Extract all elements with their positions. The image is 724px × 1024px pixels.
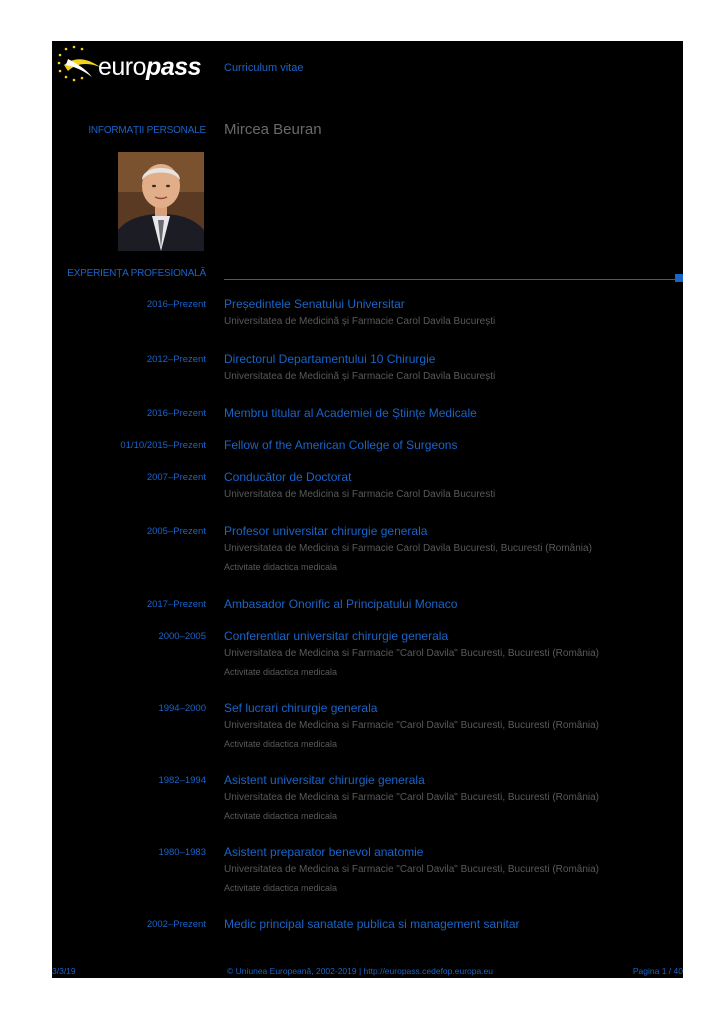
entry-title: Conducător de Doctorat xyxy=(224,470,352,484)
page-footer xyxy=(52,966,683,980)
document-title: Curriculum vitae xyxy=(224,62,304,74)
entry-title: Fellow of the American College of Surgeons xyxy=(224,438,458,452)
entry-organization: Universitatea de Medicina si Farmacie Carol Davila Bucuresti xyxy=(224,489,496,500)
europass-logo xyxy=(56,45,206,85)
entry-date: 2016–Prezent xyxy=(146,299,206,310)
entry-title: Ambasador Onorific al Principatului Monaco xyxy=(224,597,458,611)
entry-organization: Universitatea de Medicina si Farmacie "Carol Davila" Bucuresti, Bucuresti (România) xyxy=(224,648,600,659)
section-label-experience: EXPERIENȚA PROFESIONALĂ xyxy=(67,268,206,279)
entry-date: 2007–Prezent xyxy=(146,472,206,483)
entry-date: 2005–Prezent xyxy=(146,526,206,537)
entry-title: Președintele Senatului Universitar xyxy=(224,297,405,311)
entry-title: Directorul Departamentului 10 Chirurgie xyxy=(224,352,436,366)
entry-date: 1980–1983 xyxy=(158,847,206,858)
entry-date: 1994–2000 xyxy=(158,703,206,714)
entry-organization: Universitatea de Medicina si Farmacie "Carol Davila" Bucuresti, Bucuresti (România) xyxy=(224,720,600,731)
entry-description: Activitate didactica medicala xyxy=(224,811,338,821)
entry-title: Medic principal sanatate publica si management sanitar xyxy=(224,917,520,931)
entry-title: Asistent preparator benevol anatomie xyxy=(224,845,424,859)
logo-wordmark: europass xyxy=(98,53,202,81)
entry-description: Activitate didactica medicala xyxy=(224,739,338,749)
entry-title: Sef lucrari chirurgie generala xyxy=(224,701,378,715)
entry-date: 1982–1994 xyxy=(158,775,206,786)
entry-description: Activitate didactica medicala xyxy=(224,667,338,677)
cv-page xyxy=(52,41,683,978)
entry-date: 2016–Prezent xyxy=(146,408,206,419)
entry-title: Profesor universitar chirurgie generala xyxy=(224,524,428,538)
entry-title: Asistent universitar chirurgie generala xyxy=(224,773,425,787)
entry-organization: Universitatea de Medicină și Farmacie Carol Davila București xyxy=(224,371,496,382)
entry-organization: Universitatea de Medicina si Farmacie Carol Davila Bucuresti, Bucuresti (România) xyxy=(224,543,592,554)
entry-title: Membru titular al Academiei de Științe Medicale xyxy=(224,406,477,420)
section-divider xyxy=(224,279,675,280)
entry-description: Activitate didactica medicala xyxy=(224,883,338,893)
profile-photo xyxy=(118,152,204,251)
entry-date: 2002–Prezent xyxy=(146,919,206,930)
entry-title: Conferentiar universitar chirurgie generala xyxy=(224,629,449,643)
footer-date: 3/3/19 xyxy=(52,966,76,976)
section-label-personal: INFORMAȚII PERSONALE xyxy=(88,125,206,136)
entry-date: 2000–2005 xyxy=(158,631,206,642)
entry-organization: Universitatea de Medicină și Farmacie Carol Davila București xyxy=(224,316,496,327)
entry-date: 01/10/2015–Prezent xyxy=(120,440,206,451)
entry-date: 2017–Prezent xyxy=(146,599,206,610)
entry-organization: Universitatea de Medicina si Farmacie "Carol Davila" Bucuresti, Bucuresti (România) xyxy=(224,864,600,875)
entry-date: 2012–Prezent xyxy=(146,354,206,365)
footer-page-number: Pagina 1 / 40 xyxy=(632,966,683,976)
person-name: Mircea Beuran xyxy=(224,121,322,138)
footer-copyright: © Uniunea Europeană, 2002-2019 | http://europass.cedefop.europa.eu xyxy=(227,966,494,976)
entry-organization: Universitatea de Medicina si Farmacie "Carol Davila" Bucuresti, Bucuresti (România) xyxy=(224,792,600,803)
section-divider-marker xyxy=(675,274,683,282)
entry-description: Activitate didactica medicala xyxy=(224,562,338,572)
